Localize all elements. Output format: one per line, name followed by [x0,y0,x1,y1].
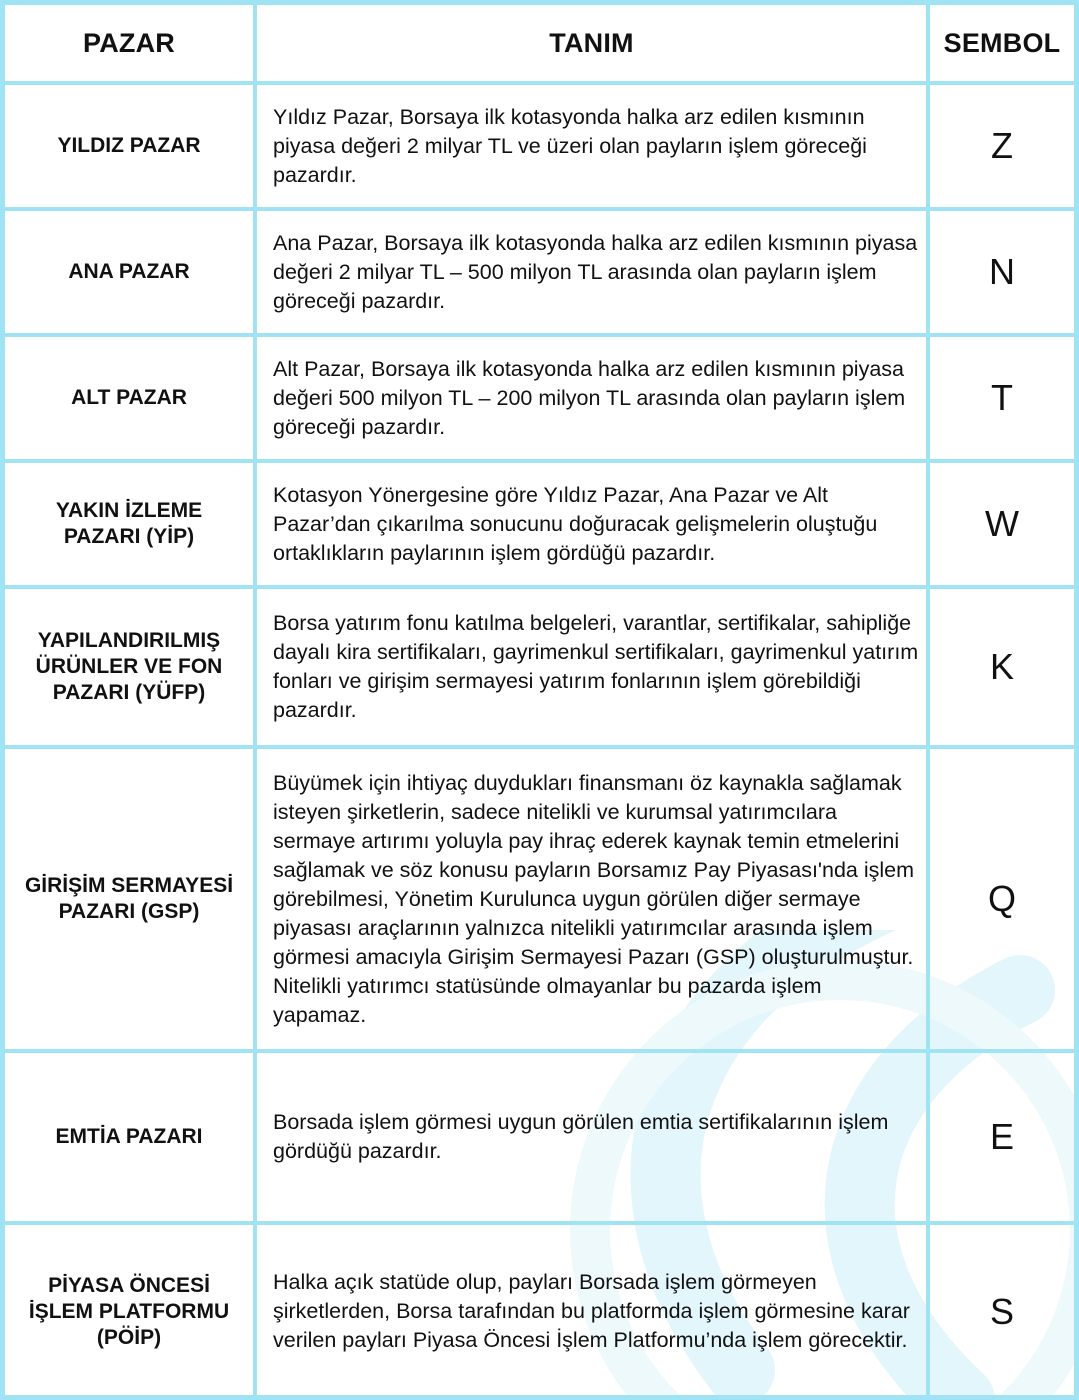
market-name: YILDIZ PAZAR [5,83,255,209]
table-row [5,335,1074,461]
market-name: GİRİŞİM SERMAYESİ PAZARI (GSP) [5,747,255,1051]
market-definition: Kotasyon Yönergesine göre Yıldız Pazar, Ana Pazar ve Alt Pazar’dan çıkarılma sonucunu doğuracak gelişmelerin oluştuğu ortaklıkların paylarının işlem gördüğü pazardır. [255,461,928,587]
market-symbol: T [928,335,1074,461]
table-row [5,587,1074,747]
market-symbol: N [928,209,1074,335]
market-definition: Alt Pazar, Borsaya ilk kotasyonda halka arz edilen kısmının piyasa değeri 500 milyon TL – 200 milyon TL arasında olan payların işlem göreceği pazardır. [255,335,928,461]
table-row [5,209,1074,335]
market-definition: Ana Pazar, Borsaya ilk kotasyonda halka arz edilen kısmının piyasa değeri 2 milyar TL – 500 milyon TL arasında olan payların işlem göreceği pazardır. [255,209,928,335]
market-definition: Yıldız Pazar, Borsaya ilk kotasyonda halka arz edilen kısmının piyasa değeri 2 milyar TL ve üzeri olan payların işlem göreceği pazardır. [255,83,928,209]
market-name: ALT PAZAR [5,335,255,461]
table-row [5,83,1074,209]
market-symbol: Q [928,747,1074,1051]
market-name: PİYASA ÖNCESİ İŞLEM PLATFORMU (PÖİP) [5,1223,255,1398]
market-symbol: S [928,1223,1074,1398]
market-symbol: K [928,587,1074,747]
market-symbol: W [928,461,1074,587]
table-row [5,1223,1074,1398]
header-row [5,5,1074,83]
market-symbol: Z [928,83,1074,209]
market-name: YAPILANDIRILMIŞ ÜRÜNLER VE FON PAZARI (YÜFP) [5,587,255,747]
table-row [5,461,1074,587]
market-definition: Büyümek için ihtiyaç duydukları finansmanı öz kaynakla sağlamak isteyen şirketlerin, sadece nitelikli ve kurumsal yatırımcılara sermaye artırımı yoluyla pay ihraç ederek kaynak temin etmelerini sağlamak ve söz konusu payların Borsamız Pay Piyasası'nda işlem görebilmesi, Yönetim Kurulunca uygun görülen diğer sermaye piyasası araçlarının yalnızca nitelikli yatırımcılar arasında işlem görmesi amacıyla Girişim Sermayesi Pazarı (GSP) oluşturulmuştur. Nitelikli yatırımcı statüsünde olmayanlar bu pazarda işlem yapamaz. [255,747,928,1051]
table-row [5,747,1074,1051]
market-definition: Borsa yatırım fonu katılma belgeleri, varantlar, sertifikalar, sahipliğe dayalı kira sertifikaları, gayrimenkul sertifikaları, gayrimenkul yatırım fonları ve girişim sermayesi yatırım fonlarının işlem görebildiği pazardır. [255,587,928,747]
market-definition: Halka açık statüde olup, payları Borsada işlem görmeyen şirketlerden, Borsa tarafından bu platformda işlem görmesine karar verilen payları Piyasa Öncesi İşlem Platformu’nda işlem görecektir. [255,1223,928,1398]
market-name: EMTİA PAZARI [5,1051,255,1223]
header-definition: TANIM [255,5,928,83]
market-table [5,5,1074,1398]
market-symbol: E [928,1051,1074,1223]
table-row [5,1051,1074,1223]
market-name: ANA PAZAR [5,209,255,335]
header-market: PAZAR [5,5,255,83]
market-definition: Borsada işlem görmesi uygun görülen emtia sertifikalarının işlem gördüğü pazardır. [255,1051,928,1223]
header-symbol: SEMBOL [928,5,1074,83]
market-name: YAKIN İZLEME PAZARI (YİP) [5,461,255,587]
